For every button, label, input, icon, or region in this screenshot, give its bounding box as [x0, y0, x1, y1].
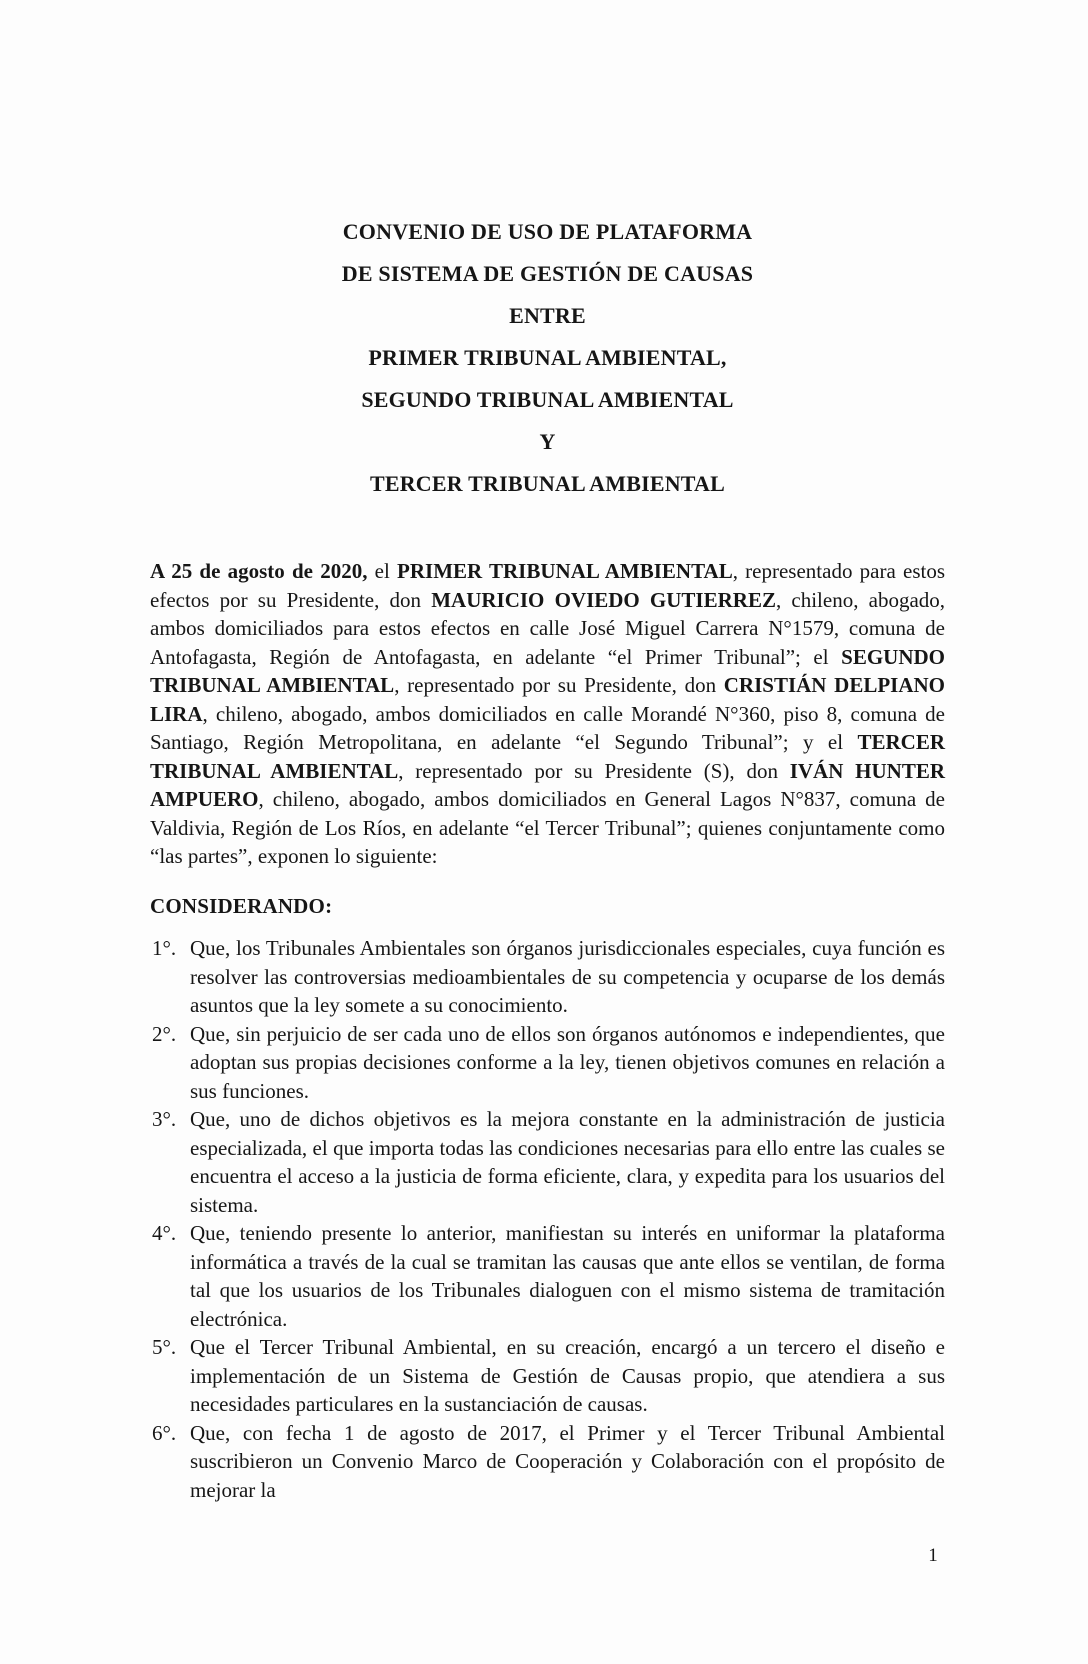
intro-text-segment: , representado por su Presidente, don [394, 673, 724, 697]
consideration-text: Que, con fecha 1 de agosto de 2017, el Primer y el Tercer Tribunal Ambiental suscribieron un Convenio Marco de Cooperación y Colaboración con el propósito de mejorar la [190, 1420, 945, 1502]
title-line: PRIMER TRIBUNAL AMBIENTAL, [368, 345, 727, 370]
title-line: SEGUNDO TRIBUNAL AMBIENTAL [361, 387, 734, 412]
consideration-text: Que el Tercer Tribunal Ambiental, en su creación, encargó a un tercero el diseño e implementación de un Sistema de Gestión de Causas propio, que atendiera a sus necesidades particulares en la sustanciación de causas. [190, 1335, 945, 1416]
consideration-item [150, 1219, 945, 1333]
consideration-text: Que, uno de dichos objetivos es la mejora constante en la administración de justicia especializada, el que importa todas las condiciones necesarias para ello entre las cuales se encuentra el acceso a la justicia de forma eficiente, clara, y expedita para los usuarios del sistema. [190, 1107, 945, 1217]
consideration-number: 3°. [152, 1107, 177, 1131]
considerations-list [150, 934, 945, 1504]
intro-text-segment: , chileno, abogado, ambos domiciliados en General Lagos N°837, comuna de Valdivia, Región de Los Ríos, en adelante “el Tercer Tribunal”; quienes conjuntamente como “las partes”, exponen lo siguiente: [150, 787, 945, 868]
title-line: ENTRE [509, 303, 586, 328]
consideration-text: Que, teniendo presente lo anterior, manifiestan su interés en uniformar la plataforma informática a través de la cual se tramitan las causas que ante ellos se ventilan, de forma tal que los usuarios de los Tribunales dialoguen con el mismo sistema de tramitación electrónica. [190, 1221, 945, 1331]
intro-bold-segment: TERCER TRIBUNAL AMBIENTAL [150, 730, 945, 783]
intro-text-segment: el [367, 559, 398, 583]
intro-bold-segment: A 25 de agosto de 2020, [150, 559, 368, 583]
intro-bold-segment: CRISTIÁN DELPIANO LIRA [150, 673, 945, 726]
consideration-item [150, 1333, 945, 1419]
page-number: 1 [928, 1545, 938, 1566]
intro-text-segment: , chileno, abogado, ambos domiciliados en calle Morandé N°360, piso 8, comuna de Santiago, Región Metropolitana, en adelante “el Segundo Tribunal”; y el [150, 701, 945, 754]
consideration-number: 2°. [152, 1021, 177, 1046]
intro-bold-segment: SEGUNDO TRIBUNAL AMBIENTAL [150, 644, 945, 697]
intro-text-segment: , chileno, abogado, ambos domiciliados para estos efectos en calle José Miguel Carrera N°1579, comuna de Antofagasta, Región de Antofagasta, en adelante “el Primer Tribunal”; el [150, 587, 946, 669]
intro-paragraph [150, 557, 945, 871]
consideration-number: 4°. [152, 1221, 177, 1245]
consideration-text: Que, sin perjuicio de ser cada uno de ellos son órganos autónomos e independientes, que adoptan sus propias decisiones conforme a la ley, tienen objetivos comunes en relación a sus funciones. [190, 1021, 945, 1103]
consideration-item [150, 1419, 945, 1505]
intro-bold-segment: IVÁN HUNTER AMPUERO [150, 758, 945, 811]
intro-text-segment: , representado para estos efectos por su Presidente, don [150, 559, 945, 612]
title-line: Y [539, 429, 556, 454]
document-title-block [150, 0, 945, 505]
intro-text-segment: , representado por su Presidente (S), don [398, 758, 790, 783]
intro-bold-segment: PRIMER TRIBUNAL AMBIENTAL [397, 559, 733, 583]
consideration-number: 1°. [152, 936, 177, 960]
intro-bold-segment: MAURICIO OVIEDO GUTIERREZ [431, 587, 776, 612]
title-line: CONVENIO DE USO DE PLATAFORMA [342, 219, 753, 244]
consideration-number: 5°. [152, 1335, 177, 1359]
consideration-item [150, 934, 945, 1020]
consideration-number: 6°. [152, 1420, 177, 1445]
consideration-item [150, 1105, 945, 1219]
considerando-heading: CONSIDERANDO: [150, 893, 333, 918]
consideration-text: Que, los Tribunales Ambientales son órganos jurisdiccionales especiales, cuya función es resolver las controversias medioambientales de su competencia y ocuparse de los demás asuntos que la ley somete a su conocimiento. [190, 936, 945, 1017]
title-line: DE SISTEMA DE GESTIÓN DE CAUSAS [341, 261, 754, 286]
consideration-item [150, 1020, 945, 1106]
title-line: TERCER TRIBUNAL AMBIENTAL [369, 471, 726, 496]
document-content [150, 0, 945, 1504]
